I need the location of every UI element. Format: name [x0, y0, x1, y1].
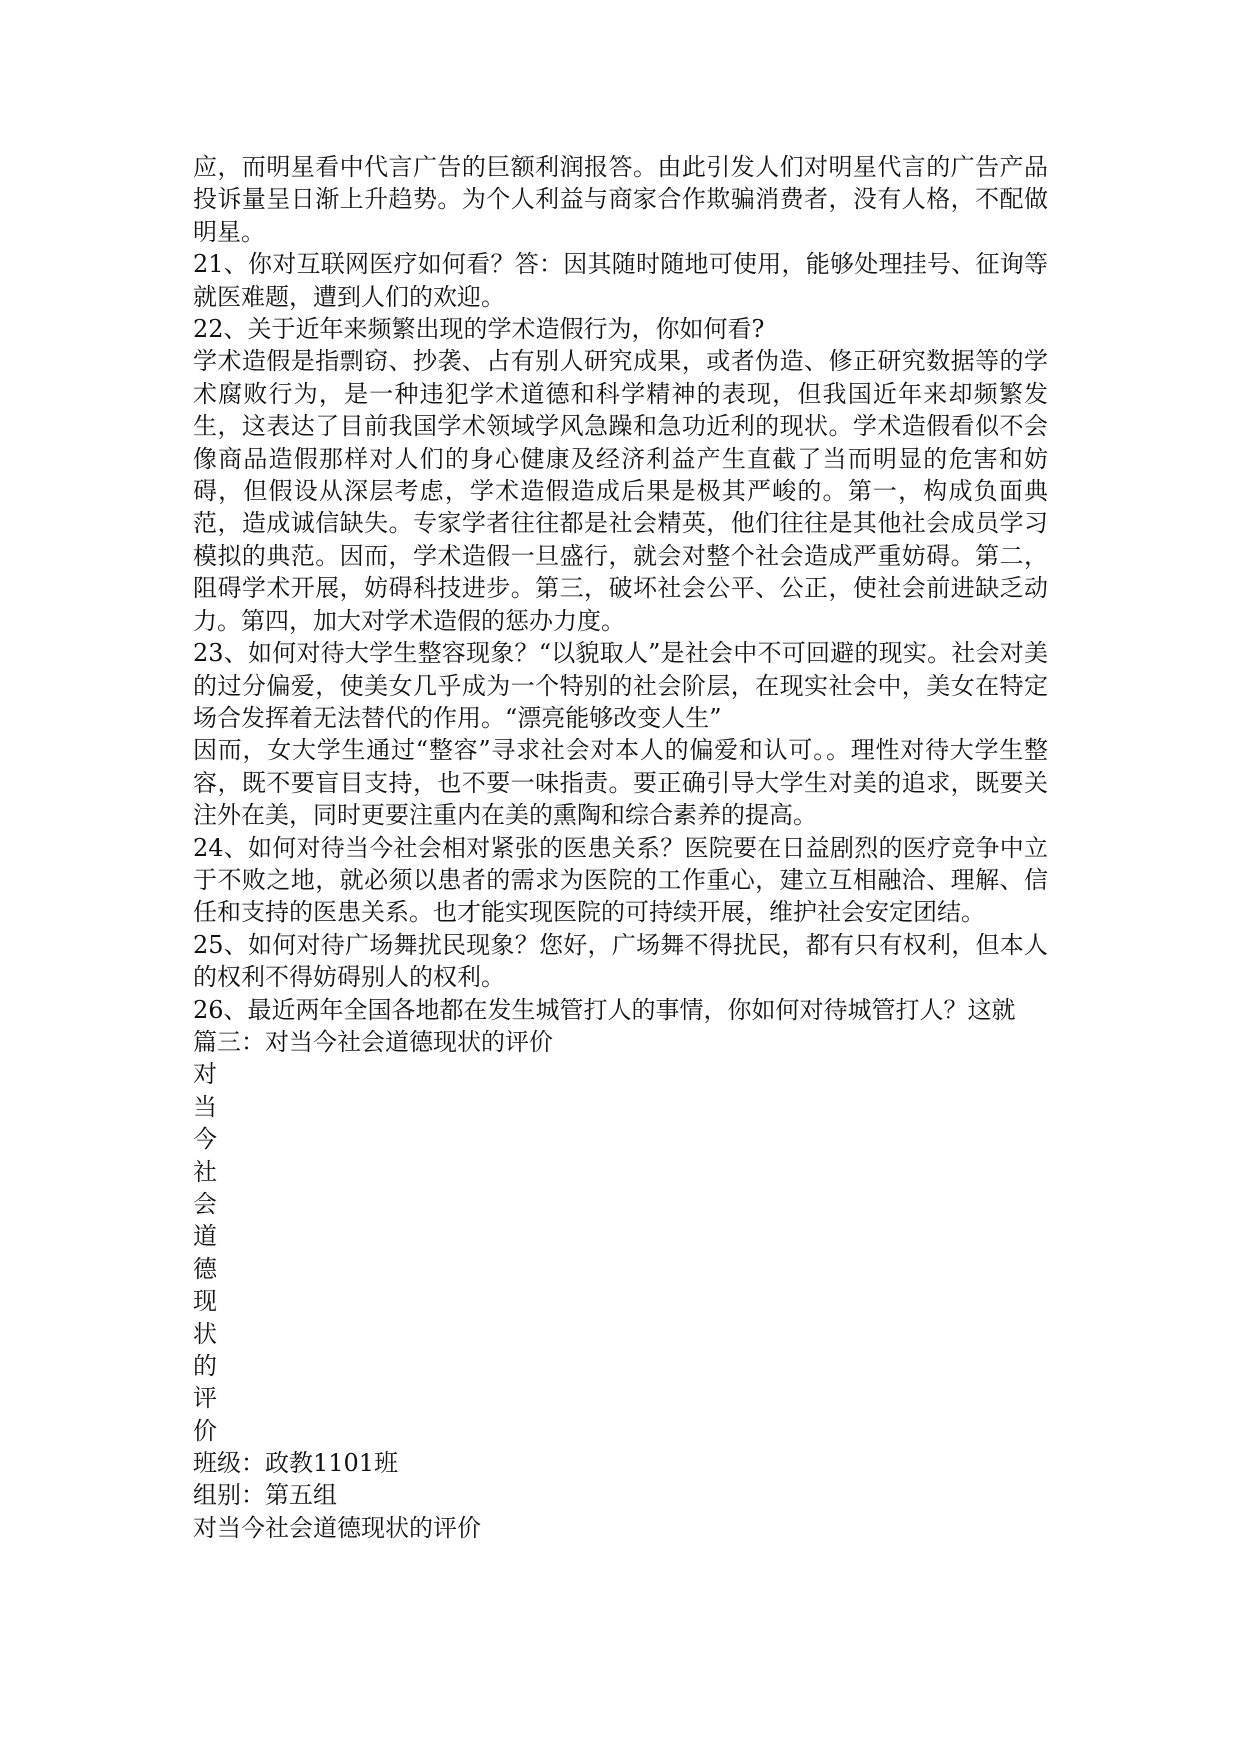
paragraph-q23-question: 23、如何对待大学生整容现象？“以貌取人”是社会中不可回避的现实。社会对美的过分偏爱，使美女几乎成为一个特别的社会阶层，在现实社会中，美女在特定场合发挥着无法替代的作用。“漂亮能够改变人生”	[193, 639, 1048, 732]
vertical-title-char: 道	[193, 1222, 217, 1251]
paragraph-q22-question: 22、关于近年来频繁出现的学术造假行为，你如何看?	[193, 315, 765, 344]
vertical-title-char: 评	[193, 1384, 217, 1413]
class-line: 班级：政教1101班	[193, 1449, 399, 1478]
document-body	[193, 151, 1048, 1544]
vertical-title-char: 当	[193, 1092, 217, 1121]
paragraph-q23-answer: 因而，女大学生通过“整容”寻求社会对本人的偏爱和认可。。理性对待大学生整容，既不要盲目支持，也不要一味指责。要正确引导大学生对美的追求，既要关注外在美，同时更要注重内在美的熏陶和综合素养的提高。	[193, 736, 1048, 830]
section-heading: 篇三：对当今社会道德现状的评价	[193, 1027, 553, 1056]
paragraph-q21-internet-medical: 21、你对互联网医疗如何看？答：因其随时随地可使用，能够处理挂号、征询等就医难题，遭到人们的欢迎。	[193, 250, 1048, 311]
vertical-title-char: 今	[193, 1125, 217, 1154]
final-title: 对当今社会道德现状的评价	[193, 1513, 481, 1542]
vertical-title-char: 德	[193, 1254, 217, 1283]
vertical-title-char: 现	[193, 1287, 217, 1316]
paragraph-q26: 26、最近两年全国各地都在发生城管打人的事情，你如何对待城管打人？这就	[193, 995, 1016, 1024]
vertical-title-char: 对	[193, 1060, 217, 1089]
vertical-title-char: 的	[193, 1351, 217, 1380]
paragraph-q25: 25、如何对待广场舞扰民现象？您好，广场舞不得扰民，都有只有权利，但本人的权利不得妨碍别人的权利。	[193, 930, 1048, 992]
paragraph-q24: 24、如何对待当今社会相对紧张的医患关系？医院要在日益剧烈的医疗竞争中立于不败之地，就必须以患者的需求为医院的工作重心，建立互相融洽、理解、信任和支持的医患关系。也才能实现医院的可持续开展，维护社会安定团结。	[193, 833, 1048, 927]
vertical-title-char: 状	[193, 1319, 217, 1348]
vertical-title	[193, 1058, 1048, 1447]
vertical-title-char: 会	[193, 1189, 217, 1218]
vertical-title-char: 社	[193, 1157, 217, 1186]
paragraph-q22-answer: 学术造假是指剽窃、抄袭、占有别人研究成果，或者伪造、修正研究数据等的学术腐败行为，是一种违犯学术道德和科学精神的表现，但我国近年来却频繁发生，这表达了目前我国学术领域学风急躁和急功近利的现状。学术造假看似不会像商品造假那样对人们的身心健康及经济利益产生直截了当而明显的危害和妨碍，但假设从深层考虑，学术造假造成后果是极其严峻的。第一，构成负面典范，造成诚信缺失。专家学者往往都是社会精英，他们往往是其他社会成员学习模拟的典范。因而，学术造假一旦盛行，就会对整个社会造成严重妨碍。第二，阻碍学术开展，妨碍科技进步。第三，破坏社会公平、公正，使社会前进缺乏动力。第四，加大对学术造假的惩办力度。	[193, 347, 1048, 635]
vertical-title-char: 价	[193, 1416, 217, 1445]
group-line: 组别：第五组	[193, 1481, 337, 1510]
paragraph-celebrity-ads: 应，而明星看中代言广告的巨额利润报答。由此引发人们对明星代言的广告产品投诉量呈日渐上升趋势。为个人利益与商家合作欺骗消费者，没有人格，不配做明星。	[193, 153, 1048, 246]
